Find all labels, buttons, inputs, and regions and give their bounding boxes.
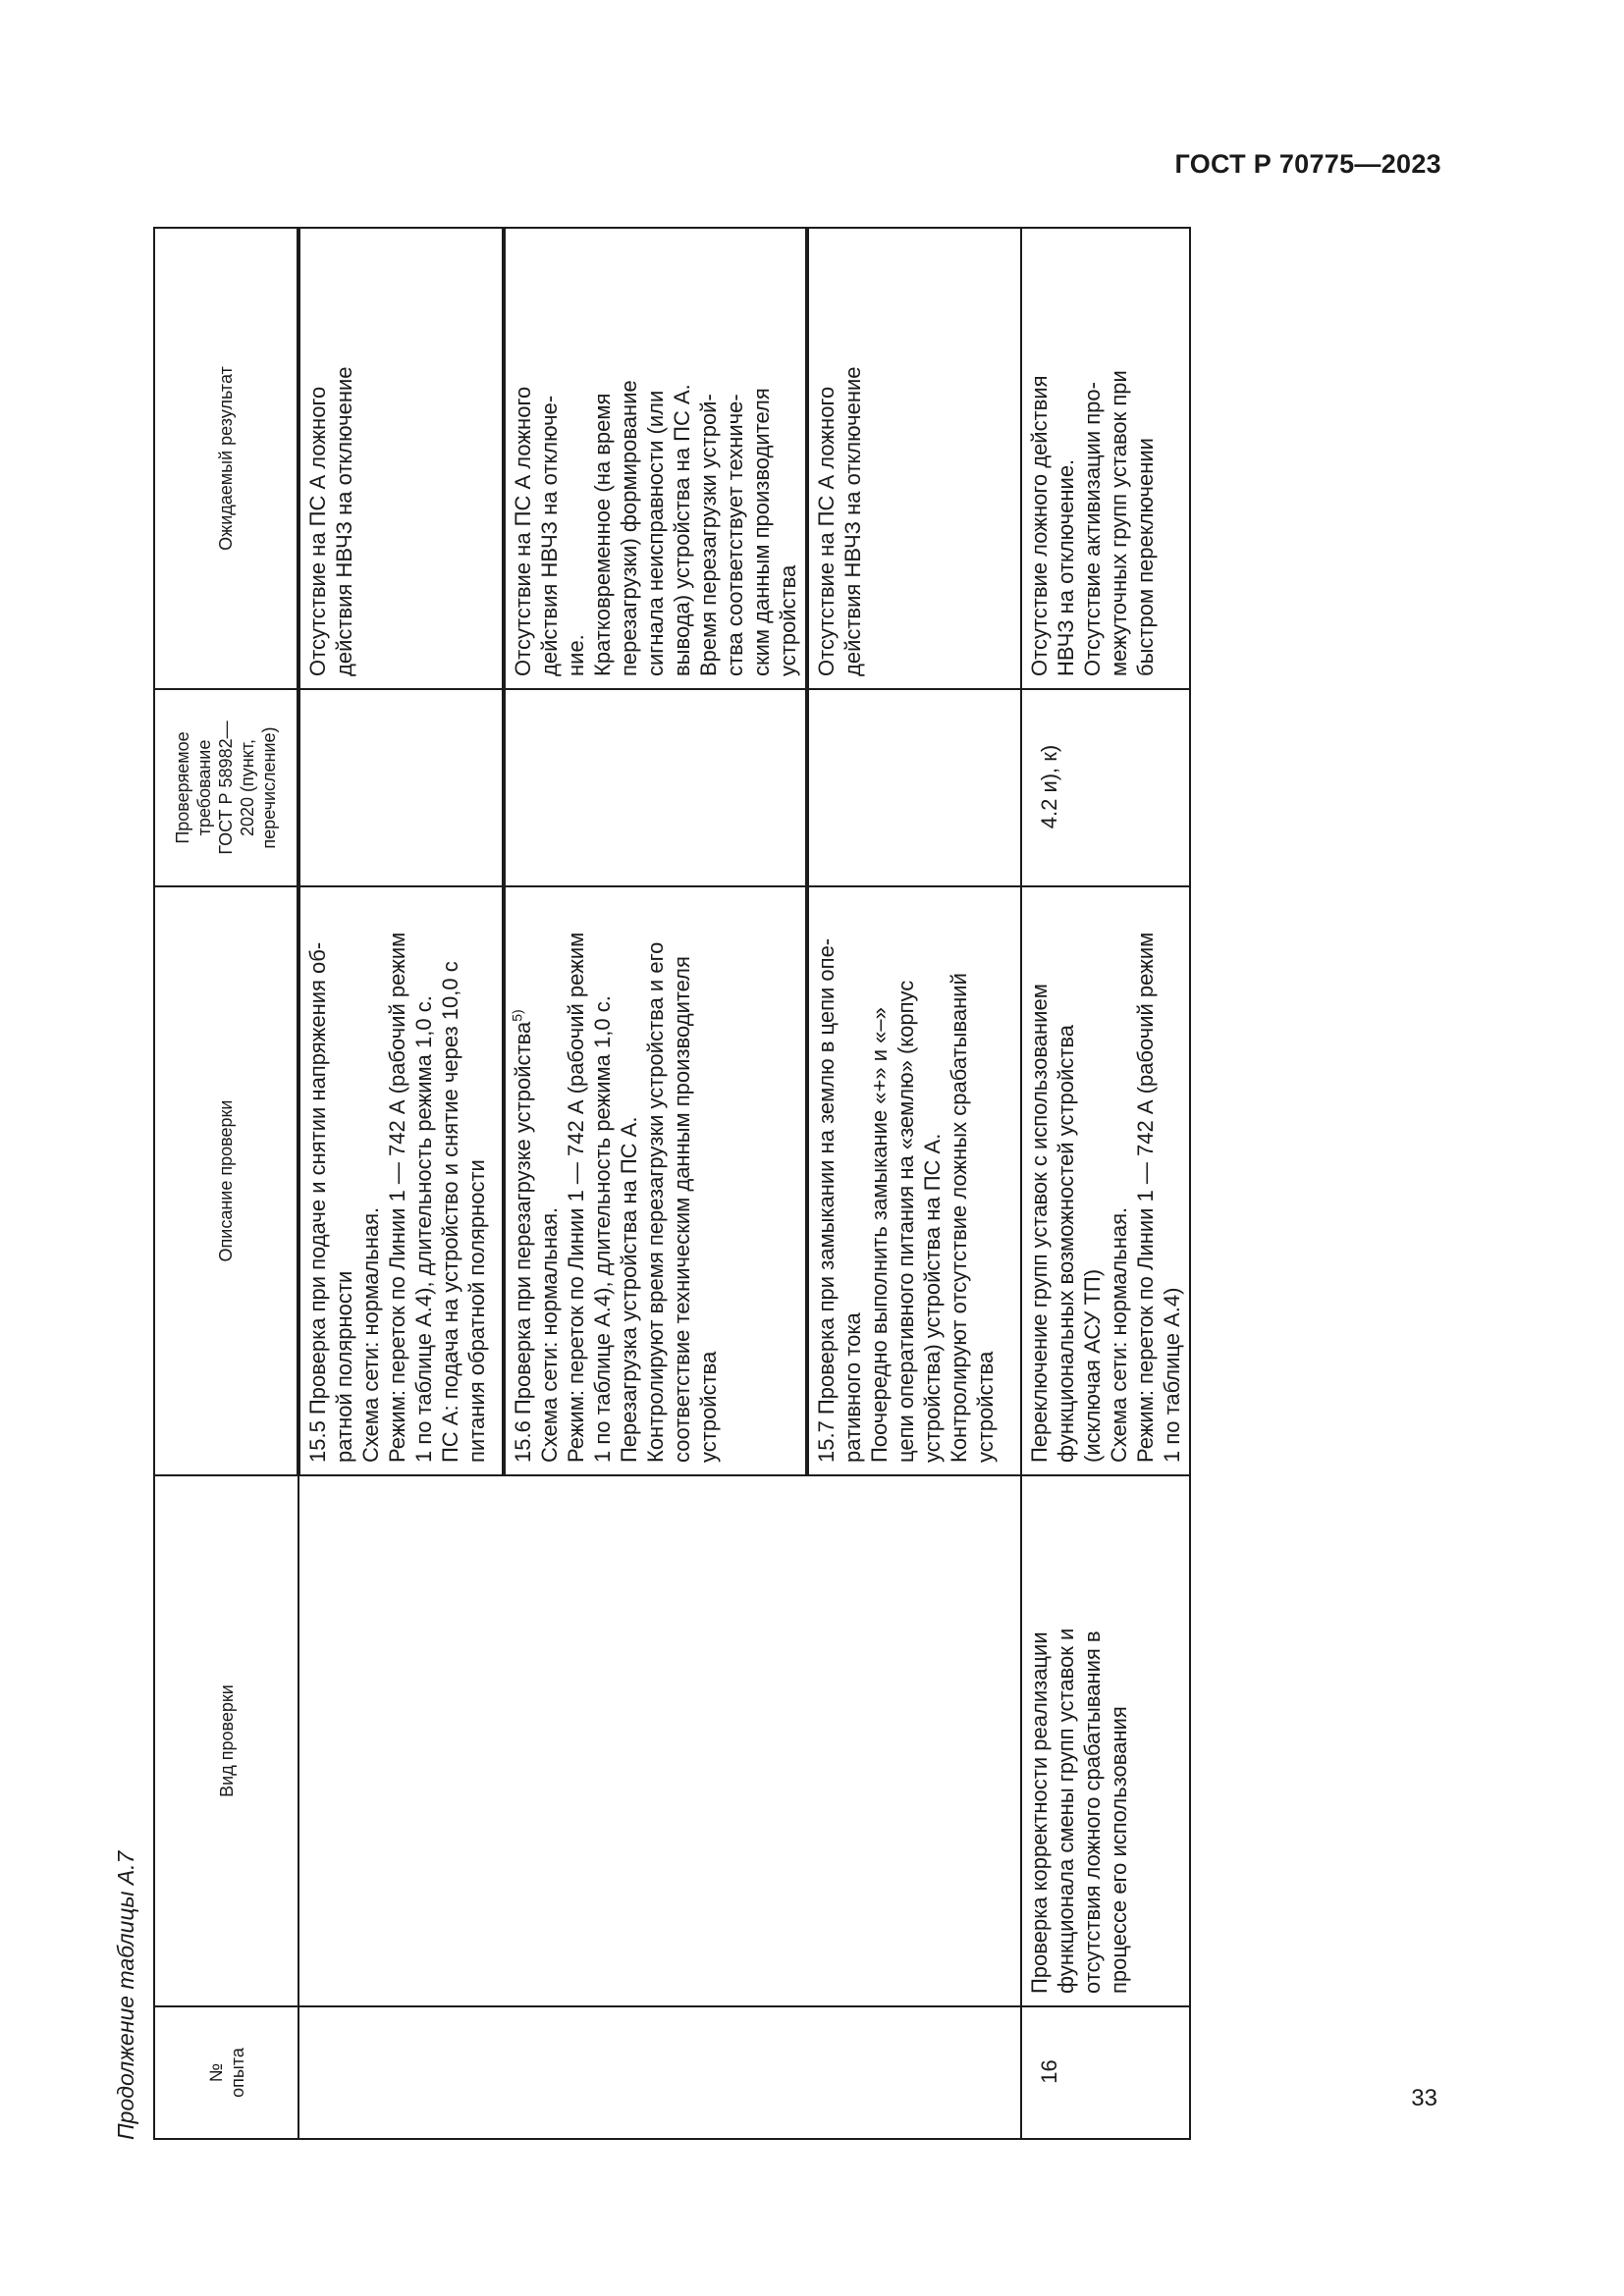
cell-req: [504, 689, 807, 886]
table-header-row: [154, 228, 298, 2139]
test-table: [153, 227, 1191, 2140]
cell-desc: 15.5 Проверка при подаче и снятии напряжения об- ратной полярности Схема сети: нормальная. Режим: переток по Линии 1 — 742 А (рабочий режим 1 по таблице А.4), длительность режима 1,0 с. ПС А: подача на устройство и снятие через 10,0 с питания обратной полярности: [298, 886, 504, 1475]
col-header-num: № опыта: [154, 2006, 298, 2139]
table-row: [1021, 228, 1190, 2139]
cell-type: [504, 1475, 807, 2006]
col-header-req: Проверяемое требование ГОСТ Р 58982— 2020 (пункт, перечисление): [154, 689, 298, 886]
col-header-type: Вид проверки: [154, 1475, 298, 2006]
standard-designation: ГОСТ Р 70775—2023: [1174, 149, 1441, 179]
cell-type: [807, 1475, 1021, 2006]
cell-num: 16: [1021, 2006, 1190, 2139]
col-header-result: Ожидаемый результат: [154, 228, 298, 689]
cell-req: [807, 689, 1021, 886]
table-row: [807, 228, 1021, 2139]
cell-type: Проверка корректности реализации функционала смены групп уставок и отсутствия ложного срабатывания в процессе его использования: [1021, 1475, 1190, 2006]
cell-num: [807, 2006, 1021, 2139]
cell-result: Отсутствие на ПС А ложного действия НВЧЗ на отключение: [298, 228, 504, 689]
table-caption: Продолжение таблицы А.7: [113, 1850, 138, 2140]
rotated-table-region: [106, 229, 1304, 2140]
cell-type: [298, 1475, 504, 2006]
cell-result: Отсутствие ложного действия НВЧЗ на отключение. Отсутствие активизации про- межуточных групп уставок при быстром переключении: [1021, 228, 1190, 689]
cell-result: Отсутствие на ПС А ложного действия НВЧЗ на отключение: [807, 228, 1021, 689]
page-number: 33: [1411, 2085, 1437, 2111]
cell-req: 4.2 и), к): [1021, 689, 1190, 886]
cell-desc: Переключение групп уставок с использованием функциональных возможностей устройства (исключая АСУ ТП) Схема сети: нормальная. Режим: переток по Линии 1 — 742 А (рабочий режим 1 по таблице А.4): [1021, 886, 1190, 1475]
cell-result: Отсутствие на ПС А ложного действия НВЧЗ на отключе- ние. Кратковременное (на время перезагрузки) формирование сигнала неисправности (или вывода) устройства на ПС А. Время перезагрузки устрой- ства соответствует техниче- ским данным производителя устройства: [504, 228, 807, 689]
cell-num: [298, 2006, 504, 2139]
cell-desc: 15.7 Проверка при замыкании на землю в цепи опе- ративного тока Поочередно выполнить замыкание «+» и «–» цепи оперативного питания на «землю» (корпус устройства) устройства на ПС А. Контролируют отсутствие ложных срабатываний устройства: [807, 886, 1021, 1475]
col-header-desc: Описание проверки: [154, 886, 298, 1475]
cell-desc: 15.6 Проверка при перезагрузке устройства$^{5)}$ Схема сети: нормальная. Режим: переток по Линии 1 — 742 А (рабочий режим 1 по таблице А.4), длительность режима 1,0 с. Перезагрузка устройства на ПС А. Контролируют время перезагрузки устройства и его соответствие техническим данным производителя устройства: [504, 886, 807, 1475]
cell-req: [298, 689, 504, 886]
table-row: [504, 228, 807, 2139]
cell-num: [504, 2006, 807, 2139]
table-row: [298, 228, 504, 2139]
